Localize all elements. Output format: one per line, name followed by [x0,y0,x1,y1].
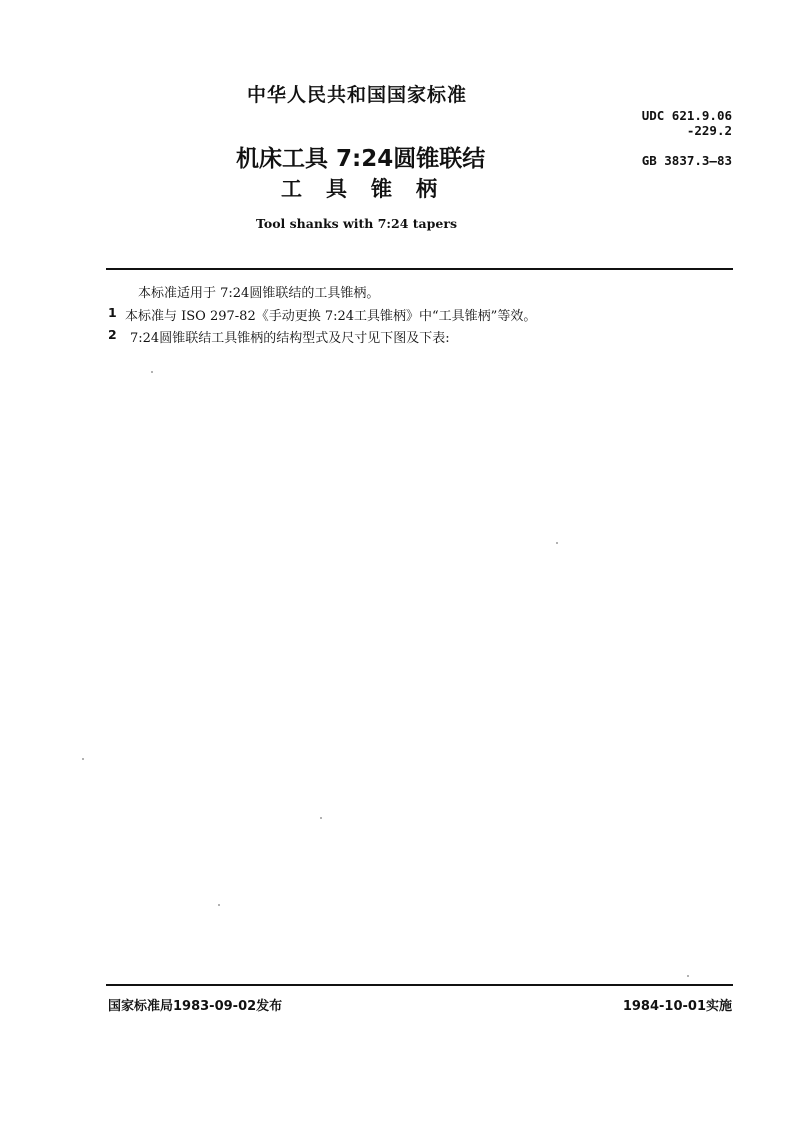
document-title-line-1: 机床工具 7:24圆锥联结 [236,146,486,172]
scan-speck [151,371,153,373]
udc-line-2: -229.2 [686,123,732,138]
clause-text: 7:24圆锥联结工具锥柄的结构型式及尺寸见下图及下表: [130,331,450,346]
scan-speck [556,542,558,544]
scan-speck [218,904,220,906]
scan-speck [82,758,84,760]
scan-speck [320,817,322,819]
scan-speck [687,975,689,977]
national-standard-heading: 中华人民共和国国家标准 [247,84,468,106]
issue-date: 国家标准局1983-09-02发布 [108,999,283,1014]
clause-number: 2 [108,327,117,342]
clause-text: 本标准与 ISO 297-82《手动更换 7:24工具锥柄》中“工具锥柄”等效。 [125,309,537,324]
document-title-english: Tool shanks with 7:24 tapers [256,216,457,231]
udc-line-1: UDC 621.9.06 [641,108,732,123]
effective-date: 1984-10-01实施 [622,999,732,1014]
clause-number: 1 [108,305,117,320]
bottom-divider [106,984,733,986]
udc-classification [642,108,732,138]
scope-paragraph: 本标准适用于 7:24圆锥联结的工具锥柄。 [138,286,380,301]
top-divider [106,268,733,270]
gb-standard-number: GB 3837.3—83 [641,153,732,168]
document-title-line-2: 工具锥柄 [281,177,461,201]
